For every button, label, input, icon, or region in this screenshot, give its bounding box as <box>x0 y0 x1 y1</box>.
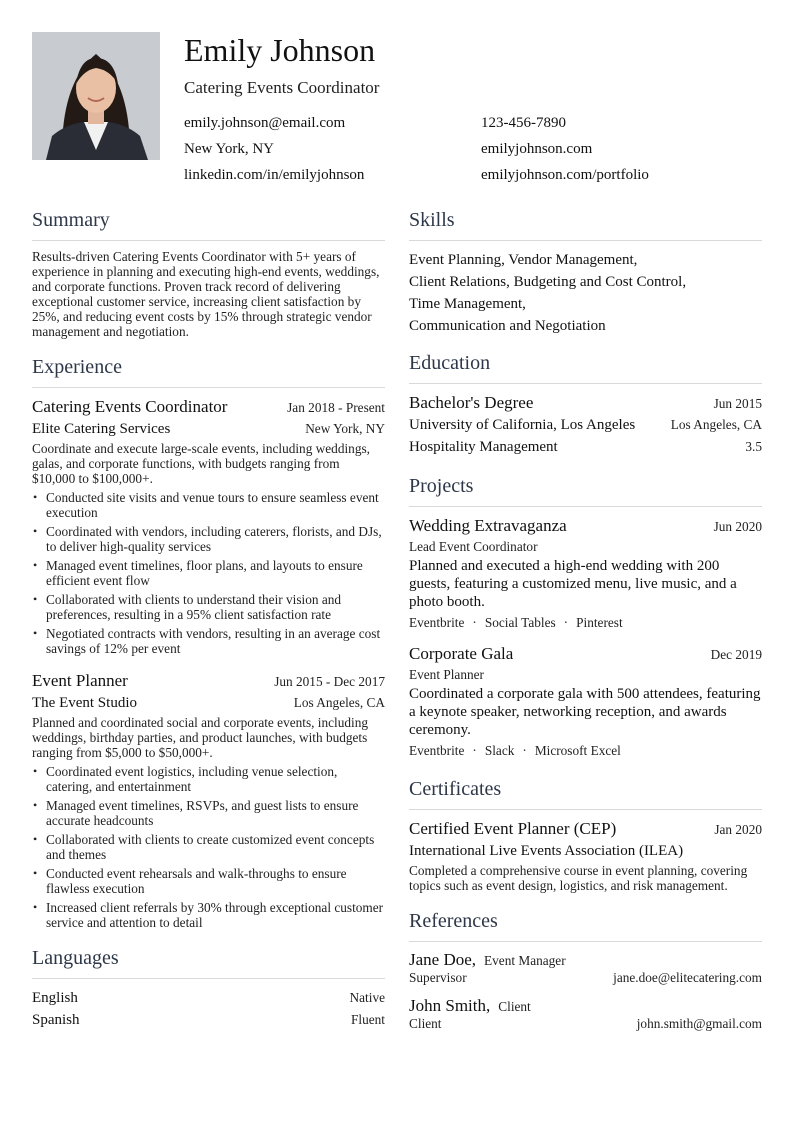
certificates-section <box>409 775 762 893</box>
job-title: Event Planner <box>32 671 128 690</box>
job-location: New York, NY <box>305 421 385 436</box>
project-date: Dec 2019 <box>710 647 762 662</box>
reference-title: Event Manager <box>484 953 566 968</box>
reference-name: Jane Doe, <box>409 950 477 969</box>
skills-line: Client Relations, Budgeting and Cost Control, <box>409 274 687 290</box>
right-column <box>409 206 762 1032</box>
tool-tag: Social Tables <box>484 615 556 630</box>
tool-tag: Slack <box>484 743 515 758</box>
certificate-name: Certified Event Planner (CEP) <box>409 819 617 838</box>
project-tools <box>409 613 762 633</box>
project-date: Jun 2020 <box>713 519 762 534</box>
section-title: Languages <box>32 947 119 969</box>
job-location: Los Angeles, CA <box>293 695 385 710</box>
job-title: Catering Events Coordinator <box>32 397 228 416</box>
job-dates: Jun 2015 - Dec 2017 <box>274 674 385 689</box>
tool-tag: Eventbrite <box>409 615 465 630</box>
language-level: Native <box>349 990 385 1005</box>
language-name: Spanish <box>32 1012 80 1028</box>
bullet-item: • Managed event timelines, RSVPs, and guest lists to ensure accurate headcounts <box>46 798 385 828</box>
project-title: Corporate Gala <box>409 644 514 663</box>
project-entry <box>409 643 762 761</box>
skills-line: Time Management, <box>409 296 526 312</box>
section-title: Summary <box>32 209 110 231</box>
separator-dot: · <box>522 743 527 758</box>
separator-dot: · <box>563 615 569 630</box>
section-divider <box>409 809 762 810</box>
language-level: Fluent <box>351 1012 385 1027</box>
job-description: Planned and coordinated social and corporate events, including weddings, birthday parties, and product launches, with budgets ranging from $5,000 to $50,000+. <box>32 715 369 760</box>
tool-tag: Pinterest <box>576 615 623 630</box>
bullet-item: • Negotiated contracts with vendors, resulting in an average cost savings of 12% per event <box>46 626 385 656</box>
section-divider <box>32 240 385 241</box>
location-text: New York, NY <box>184 141 275 157</box>
linkedin-link[interactable]: linkedin.com/in/emilyjohnson <box>184 167 365 183</box>
gpa-value: 3.5 <box>745 439 762 454</box>
experience-section <box>32 353 385 930</box>
language-row <box>32 987 385 1009</box>
bullet-item: • Managed event timelines, floor plans, and layouts to ensure efficient event flow <box>46 558 385 588</box>
section-title: Skills <box>409 209 455 231</box>
portfolio-link[interactable]: emilyjohnson.com/portfolio <box>481 167 649 183</box>
languages-section <box>32 944 385 1031</box>
bullet-item: • Collaborated with clients to understand their vision and preferences, resulting in a 95% client satisfaction rate <box>46 592 385 622</box>
bullet-item: • Collaborated with clients to create customized event concepts and themes <box>46 832 385 862</box>
education-date: Jun 2015 <box>713 396 762 411</box>
section-divider <box>409 941 762 942</box>
section-title: Education <box>409 352 491 374</box>
reference-title: Client <box>498 999 531 1014</box>
field-of-study: Hospitality Management <box>409 439 558 455</box>
job-dates: Jan 2018 - Present <box>287 400 385 415</box>
education-section <box>409 349 762 458</box>
section-divider <box>409 383 762 384</box>
section-divider <box>32 978 385 979</box>
projects-section <box>409 472 762 761</box>
reference-name: John Smith, <box>409 996 491 1015</box>
reference-relation: Client <box>409 1016 442 1031</box>
job-description: Coordinate and execute large-scale events, including weddings, galas, and corporate functions, with budgets ranging from $10,000 to $100,000+. <box>32 441 370 486</box>
section-divider <box>32 387 385 388</box>
separator-dot: · <box>472 743 477 758</box>
reference-relation: Supervisor <box>409 970 467 985</box>
project-role: Event Planner <box>409 667 484 682</box>
skills-section <box>409 206 762 337</box>
project-tools <box>409 741 762 761</box>
portrait-image <box>32 32 160 160</box>
skills-line: Communication and Negotiation <box>409 318 606 334</box>
separator-dot: · <box>472 615 477 630</box>
project-role: Lead Event Coordinator <box>409 539 538 554</box>
phone-number: 123-456-7890 <box>481 115 566 131</box>
job-bullets <box>32 490 385 656</box>
references-section <box>409 907 762 1032</box>
section-divider <box>409 240 762 241</box>
reference-entry <box>409 996 762 1032</box>
degree-name: Bachelor's Degree <box>409 393 534 412</box>
tool-tag: Eventbrite <box>409 743 465 758</box>
section-divider <box>409 506 762 507</box>
website-link[interactable]: emilyjohnson.com <box>481 141 593 157</box>
summary-text: Results-driven Catering Events Coordinator with 5+ years of experience in planning and executing high-end events, weddings, and corporate functions. Proven track record of delivering exceptional customer service, increasing client satisfaction by 25%, and reducing event costs by 15% through strategic vendor management and negotiation. <box>32 249 380 339</box>
bullet-item: • Increased client referrals by 30% through exceptional customer service and attention to detail <box>46 900 385 930</box>
bullet-item: • Conducted event rehearsals and walk-throughs to ensure flawless execution <box>46 866 385 896</box>
tool-tag: Microsoft Excel <box>534 743 621 758</box>
reference-entry <box>409 950 762 986</box>
section-title: Certificates <box>409 778 502 800</box>
company-name: The Event Studio <box>32 695 137 711</box>
section-title: Experience <box>32 356 122 378</box>
section-title: Projects <box>409 475 474 497</box>
certificate-description: Completed a comprehensive course in event planning, covering topics such as event design, logistics, and risk management. <box>409 863 748 893</box>
candidate-name: Emily Johnson <box>184 32 376 68</box>
project-description: Planned and executed a high-end wedding with 200 guests, featuring a customized menu, live music, and a photo booth. <box>409 558 737 610</box>
bullet-item: • Coordinated event logistics, including venue selection, catering, and entertainment <box>46 764 385 794</box>
reference-email[interactable]: john.smith@gmail.com <box>636 1016 762 1031</box>
certificate-date: Jan 2020 <box>714 822 762 837</box>
language-row <box>32 1009 385 1031</box>
bullet-item: • Conducted site visits and venue tours to ensure seamless event execution <box>46 490 385 520</box>
summary-section <box>32 206 385 339</box>
skills-line: Event Planning, Vendor Management, <box>409 252 638 268</box>
certificate-issuer: International Live Events Association (ILEA) <box>409 843 684 859</box>
school-name: University of California, Los Angeles <box>409 417 636 433</box>
project-description: Coordinated a corporate gala with 500 attendees, featuring a keynote speaker, networking reception, and awards ceremony. <box>409 686 761 738</box>
project-title: Wedding Extravaganza <box>409 516 567 535</box>
experience-entry <box>32 670 385 930</box>
job-bullets <box>32 764 385 930</box>
project-entry <box>409 515 762 633</box>
left-column <box>32 206 385 1031</box>
candidate-role: Catering Events Coordinator <box>184 78 380 97</box>
experience-entry <box>32 396 385 656</box>
reference-email[interactable]: jane.doe@elitecatering.com <box>613 970 762 985</box>
school-location: Los Angeles, CA <box>670 417 762 432</box>
company-name: Elite Catering Services <box>32 421 171 437</box>
section-title: References <box>409 910 498 932</box>
profile-photo <box>32 32 160 160</box>
bullet-item: • Coordinated with vendors, including caterers, florists, and DJs, to deliver high-quality services <box>46 524 385 554</box>
email-link[interactable]: emily.johnson@email.com <box>184 115 346 131</box>
language-name: English <box>32 990 78 1006</box>
